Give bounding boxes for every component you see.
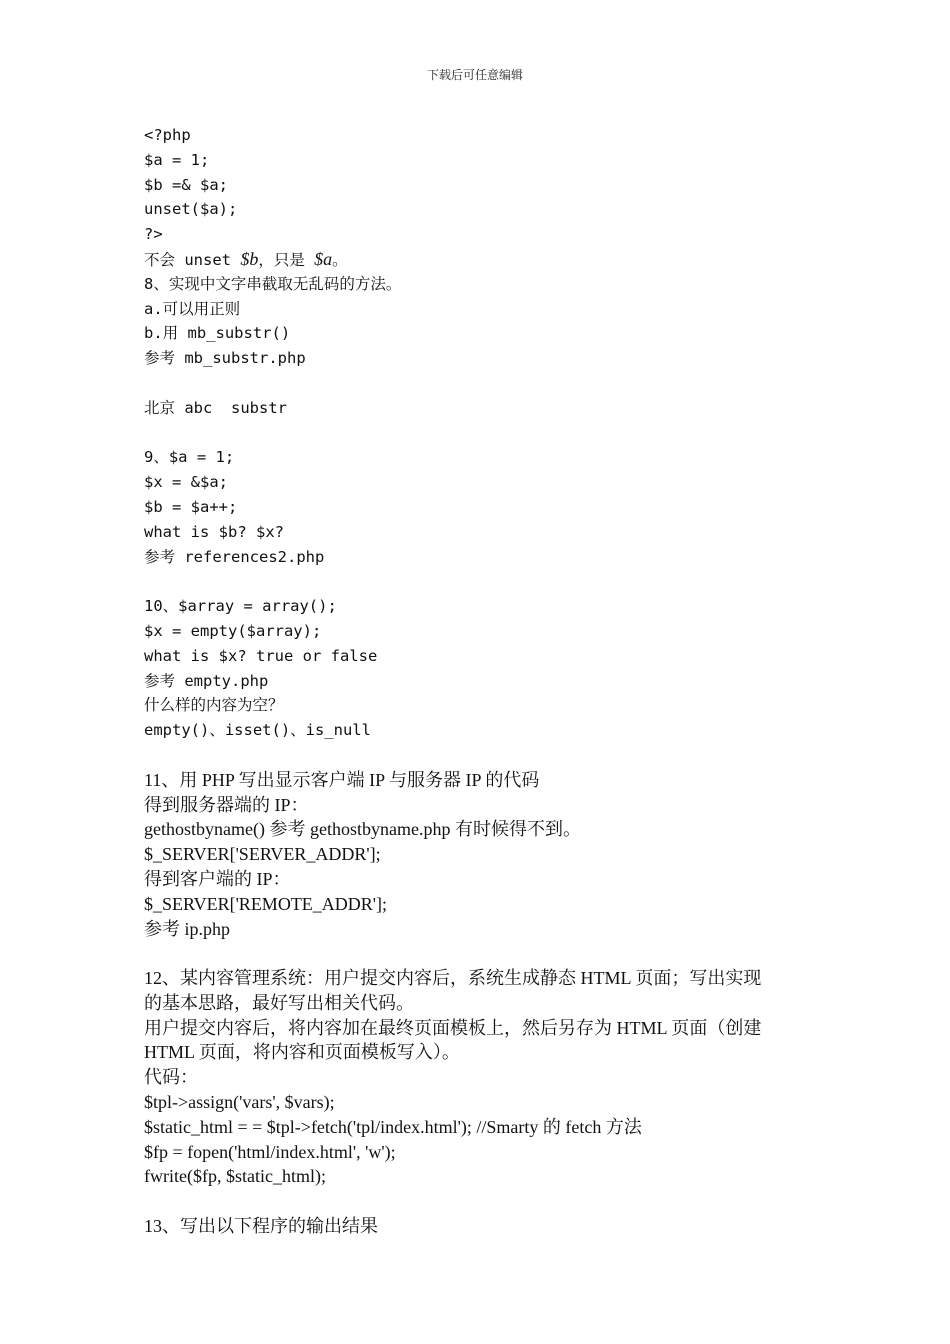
text-line: 12、某内容管理系统：用户提交内容后，系统生成静态 HTML 页面；写出实现	[144, 968, 762, 989]
text-line: b.用 mb_substr()	[144, 324, 291, 343]
variable-name: $a	[314, 248, 333, 269]
blank-line	[144, 421, 824, 446]
text-line: what is $b? $x?	[144, 522, 284, 541]
text-line: 得到服务器端的 IP：	[144, 794, 309, 815]
text-line	[144, 247, 824, 272]
text-line: a.可以用正则	[144, 299, 241, 318]
text-line: 代码：	[144, 1067, 198, 1088]
text-line: 参考 mb_substr.php	[144, 349, 306, 368]
text-line: 参考 ip.php	[144, 918, 231, 939]
text-line: $_SERVER['REMOTE_ADDR'];	[144, 893, 388, 914]
text-line: gethostbyname() 参考 gethostbyname.php 有时候得不到。	[144, 819, 581, 840]
text-line: 的基本思路，最好写出相关代码。	[144, 992, 414, 1013]
text-line: $tpl->assign('vars', $vars);	[144, 1092, 335, 1113]
blank-line	[144, 743, 824, 768]
text-span: 。	[332, 250, 348, 269]
text-line: $a = 1;	[144, 150, 210, 169]
text-line: 什么样的内容为空？	[144, 696, 284, 715]
text-line: fwrite($fp, $static_html);	[144, 1166, 326, 1187]
text-line: 8、实现中文字串截取无乱码的方法。	[144, 274, 402, 293]
text-line: 9、$a = 1;	[144, 448, 235, 467]
text-line: $fp = fopen('html/index.html', 'w');	[144, 1141, 396, 1162]
text-line: 得到客户端的 IP：	[144, 868, 291, 889]
text-line: empty()、isset()、is_null	[144, 721, 371, 740]
text-line: <?php	[144, 126, 191, 144]
text-line: 北京 abc substr	[144, 398, 287, 417]
text-line: $x = &$a;	[144, 473, 228, 492]
text-span: 不会 unset	[144, 250, 241, 269]
text-line: HTML 页面，将内容和页面模板写入）。	[144, 1042, 460, 1063]
text-line: 用户提交内容后，将内容加在最终页面模板上，然后另存为 HTML 页面（创建	[144, 1017, 762, 1038]
variable-name: $b	[240, 248, 259, 269]
text-line: 10、$array = array();	[144, 597, 337, 616]
blank-line	[144, 569, 824, 594]
blank-line	[144, 1189, 824, 1214]
text-span: ，只是	[258, 250, 315, 269]
text-line: 13、写出以下程序的输出结果	[144, 1216, 378, 1237]
text-line: what is $x? true or false	[144, 646, 378, 665]
text-line: $_SERVER['SERVER_ADDR'];	[144, 844, 381, 865]
blank-line	[144, 941, 824, 966]
text-line: 11、用 PHP 写出显示客户端 IP 与服务器 IP 的代码	[144, 769, 540, 790]
text-line: $b =& $a;	[144, 175, 228, 194]
text-line: 参考 references2.php	[144, 547, 325, 566]
text-line: $x = empty($array);	[144, 621, 322, 640]
page-header: 下载后可任意编辑	[426, 68, 523, 82]
text-line: unset($a);	[144, 200, 238, 219]
document-body	[144, 123, 824, 1239]
text-line: $static_html = = $tpl->fetch('tpl/index.html'); //Smarty 的 fetch 方法	[144, 1116, 642, 1137]
text-line: $b = $a++;	[144, 497, 238, 516]
blank-line	[144, 371, 824, 396]
text-line: ?>	[144, 225, 163, 244]
text-line: 参考 empty.php	[144, 671, 269, 690]
